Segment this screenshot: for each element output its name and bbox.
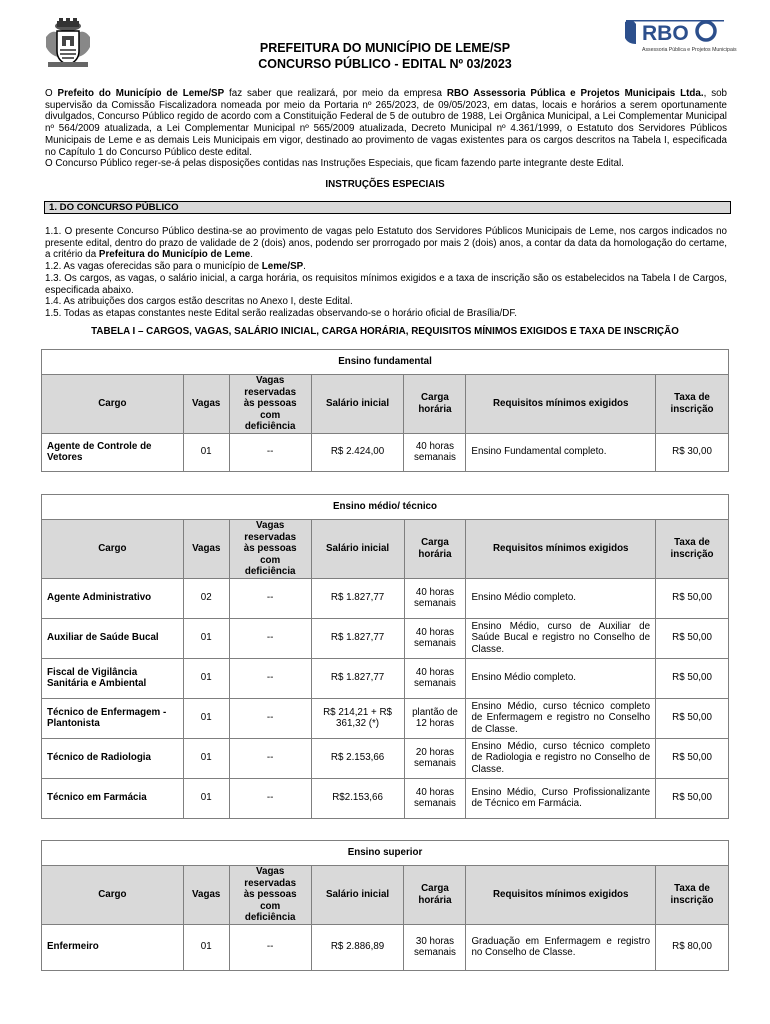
header-carga: Carga horária	[404, 375, 466, 434]
header-requisitos: Requisitos mínimos exigidos	[466, 375, 656, 434]
header-requisitos: Requisitos mínimos exigidos	[466, 866, 656, 925]
cell-taxa: R$ 50,00	[656, 698, 729, 738]
cell-cargo: Enfermeiro	[42, 924, 184, 970]
header-vagas: Vagas	[183, 520, 229, 579]
header-salario: Salário inicial	[311, 866, 404, 925]
header-vagas: Vagas	[183, 375, 229, 434]
cell-vagas-reservadas: --	[229, 778, 311, 818]
table-header-row	[42, 375, 729, 434]
cell-requisitos: Graduação em Enfermagem e registro no Conselho de Classe.	[466, 924, 656, 970]
header-cargo: Cargo	[42, 520, 184, 579]
table-row	[42, 658, 729, 698]
header-taxa: Taxa de inscrição	[656, 520, 729, 579]
cell-vagas-reservadas: --	[229, 924, 311, 970]
cell-salario: R$ 1.827,77	[311, 658, 404, 698]
cell-cargo: Técnico de Enfermagem - Plantonista	[42, 698, 184, 738]
section-heading: 1. DO CONCURSO PÚBLICO	[44, 201, 731, 214]
header-requisitos: Requisitos mínimos exigidos	[466, 520, 656, 579]
cell-taxa: R$ 30,00	[656, 433, 729, 471]
cell-vagas: 02	[183, 578, 229, 618]
cell-taxa: R$ 50,00	[656, 618, 729, 658]
table-row	[42, 433, 729, 471]
table-ensino-medio	[41, 494, 729, 819]
cell-cargo: Fiscal de Vigilância Sanitária e Ambiental	[42, 658, 184, 698]
header-taxa: Taxa de inscrição	[656, 375, 729, 434]
logo-subtitle: Assessoria Pública e Projetos Municipais	[642, 47, 737, 53]
cell-carga: 40 horas semanais	[404, 778, 466, 818]
header-carga: Carga horária	[404, 866, 466, 925]
cell-vagas: 01	[183, 658, 229, 698]
cell-vagas: 01	[183, 698, 229, 738]
cell-requisitos: Ensino Médio completo.	[466, 578, 656, 618]
cell-cargo: Agente Administrativo	[42, 578, 184, 618]
cell-requisitos: Ensino Médio, Curso Profissionalizante de Técnico em Farmácia.	[466, 778, 656, 818]
cell-requisitos: Ensino Médio completo.	[466, 658, 656, 698]
cell-carga: 40 horas semanais	[404, 658, 466, 698]
cell-salario: R$ 214,21 + R$ 361,32 (*)	[311, 698, 404, 738]
table-row	[42, 778, 729, 818]
cell-vagas: 01	[183, 618, 229, 658]
page-title-line1: PREFEITURA DO MUNICÍPIO DE LEME/SP	[259, 41, 511, 55]
cell-salario: R$2.153,66	[311, 778, 404, 818]
section1-text: 1.1. O presente Concurso Público destina-se ao provimento de vagas pelo Estatuto dos Servidores Públicos Municipais de Leme, nos cargos indicados no presente edital, dentro do prazo de validade de 2 (dois) anos, podendo ser prorrogado por mais 2 (dois) anos, a contar da data da homologação do certame, a critério da Prefeitura do Município de Leme. 1.2. As vagas oferecidas são para o município de Leme/SP. 1.3. Os cargos, as vagas, o salário inicial, a carga horária, os requisitos mínimos exigidos e a taxa de inscrição são os estabelecidos na Tabela I de Cargos, especificada abaixo. 1.4. As atribuições dos cargos estão descritas no Anexo I, deste Edital. 1.5. Todas as etapas constantes neste Edital serão realizadas observando-se o horário oficial de Brasília/DF.	[45, 226, 727, 319]
cell-carga: 40 horas semanais	[404, 618, 466, 658]
cell-vagas-reservadas: --	[229, 738, 311, 778]
header-carga: Carga horária	[404, 520, 466, 579]
cell-requisitos: Ensino Fundamental completo.	[466, 433, 656, 471]
table-title: TABELA I – CARGOS, VAGAS, SALÁRIO INICIAL, CARGA HORÁRIA, REQUISITOS MÍNIMOS EXIGIDOS E TAXA DE INSCRIÇÃO	[91, 326, 679, 337]
cell-salario: R$ 1.827,77	[311, 618, 404, 658]
logo-text: RBO	[642, 22, 689, 45]
cell-salario: R$ 1.827,77	[311, 578, 404, 618]
cell-vagas: 01	[183, 433, 229, 471]
cell-carga: 40 horas semanais	[404, 578, 466, 618]
header-taxa: Taxa de inscrição	[656, 866, 729, 925]
cell-salario: R$ 2.153,66	[311, 738, 404, 778]
cell-vagas-reservadas: --	[229, 433, 311, 471]
cell-taxa: R$ 50,00	[656, 658, 729, 698]
cell-salario: R$ 2.886,89	[311, 924, 404, 970]
cell-vagas-reservadas: --	[229, 658, 311, 698]
table-ensino-superior	[41, 840, 729, 971]
page-title-line2: CONCURSO PÚBLICO - EDITAL Nº 03/2023	[258, 57, 512, 71]
cell-requisitos: Ensino Médio, curso técnico completo de Enfermagem e registro no Conselho de Classe.	[466, 698, 656, 738]
cell-taxa: R$ 50,00	[656, 578, 729, 618]
table-row	[42, 578, 729, 618]
cell-carga: 20 horas semanais	[404, 738, 466, 778]
table-row	[42, 924, 729, 970]
cell-requisitos: Ensino Médio, curso de Auxiliar de Saúde Bucal e registro no Conselho de Classe.	[466, 618, 656, 658]
cell-vagas: 01	[183, 738, 229, 778]
table-header-row	[42, 520, 729, 579]
intro-text: O Prefeito do Município de Leme/SP faz saber que realizará, por meio da empresa RBO Assessoria Pública e Projetos Municipais Ltda., sob supervisão da Comissão Fiscalizadora nomeada por meio da Portaria nº 265/2023, de 09/05/2023, em datas, locais e horários a serem oportunamente divulgados, Concurso Público regido de acordo com a Constituição Federal de 5 de outubro de 1988, Lei Orgânica Municipal, a Lei Complementar Municipal nº 564/2009 atualizada, a Lei Complementar Municipal nº 565/2009 atualizada, Decreto Municipal nº 4.361/1999, o Estatuto dos Servidores Públicos Municipais de Leme e as demais Leis Municipais em vigor, destinado ao provimento de vagas existentes para os cargos descritos na Tabela I, especificada no Capítulo 1 do Concurso Público deste edital. O Concurso Público reger-se-á pelas disposições contidas nas Instruções Especiais, que ficam fazendo parte integrante deste Edital.	[45, 88, 728, 170]
cell-vagas: 01	[183, 778, 229, 818]
cell-requisitos: Ensino Médio, curso técnico completo de Radiologia e registro no Conselho de Classe.	[466, 738, 656, 778]
group-label: Ensino médio/ técnico	[42, 495, 729, 520]
group-label: Ensino superior	[42, 841, 729, 866]
header-vagas-reservadas: Vagas reservadas às pessoas com deficiência	[229, 520, 311, 579]
header-cargo: Cargo	[42, 375, 184, 434]
cell-cargo: Agente de Controle de Vetores	[42, 433, 184, 471]
cell-vagas: 01	[183, 924, 229, 970]
cell-carga: plantão de 12 horas	[404, 698, 466, 738]
cell-carga: 30 horas semanais	[404, 924, 466, 970]
table-row	[42, 618, 729, 658]
header-salario: Salário inicial	[311, 520, 404, 579]
cell-carga: 40 horas semanais	[404, 433, 466, 471]
cell-vagas-reservadas: --	[229, 578, 311, 618]
cell-taxa: R$ 50,00	[656, 778, 729, 818]
cell-taxa: R$ 80,00	[656, 924, 729, 970]
instructions-heading: INSTRUÇÕES ESPECIAIS	[325, 179, 445, 190]
header-vagas: Vagas	[183, 866, 229, 925]
cell-cargo: Técnico em Farmácia	[42, 778, 184, 818]
header-salario: Salário inicial	[311, 375, 404, 434]
header-vagas-reservadas: Vagas reservadas às pessoas com deficiência	[229, 866, 311, 925]
table-ensino-fundamental	[41, 349, 729, 472]
cell-vagas-reservadas: --	[229, 618, 311, 658]
header-cargo: Cargo	[42, 866, 184, 925]
cell-cargo: Técnico de Radiologia	[42, 738, 184, 778]
table-row	[42, 738, 729, 778]
cell-vagas-reservadas: --	[229, 698, 311, 738]
table-row	[42, 698, 729, 738]
group-label: Ensino fundamental	[42, 350, 729, 375]
table-header-row	[42, 866, 729, 925]
header-vagas-reservadas: Vagas reservadas às pessoas com deficiência	[229, 375, 311, 434]
cell-salario: R$ 2.424,00	[311, 433, 404, 471]
cell-taxa: R$ 50,00	[656, 738, 729, 778]
cell-cargo: Auxiliar de Saúde Bucal	[42, 618, 184, 658]
